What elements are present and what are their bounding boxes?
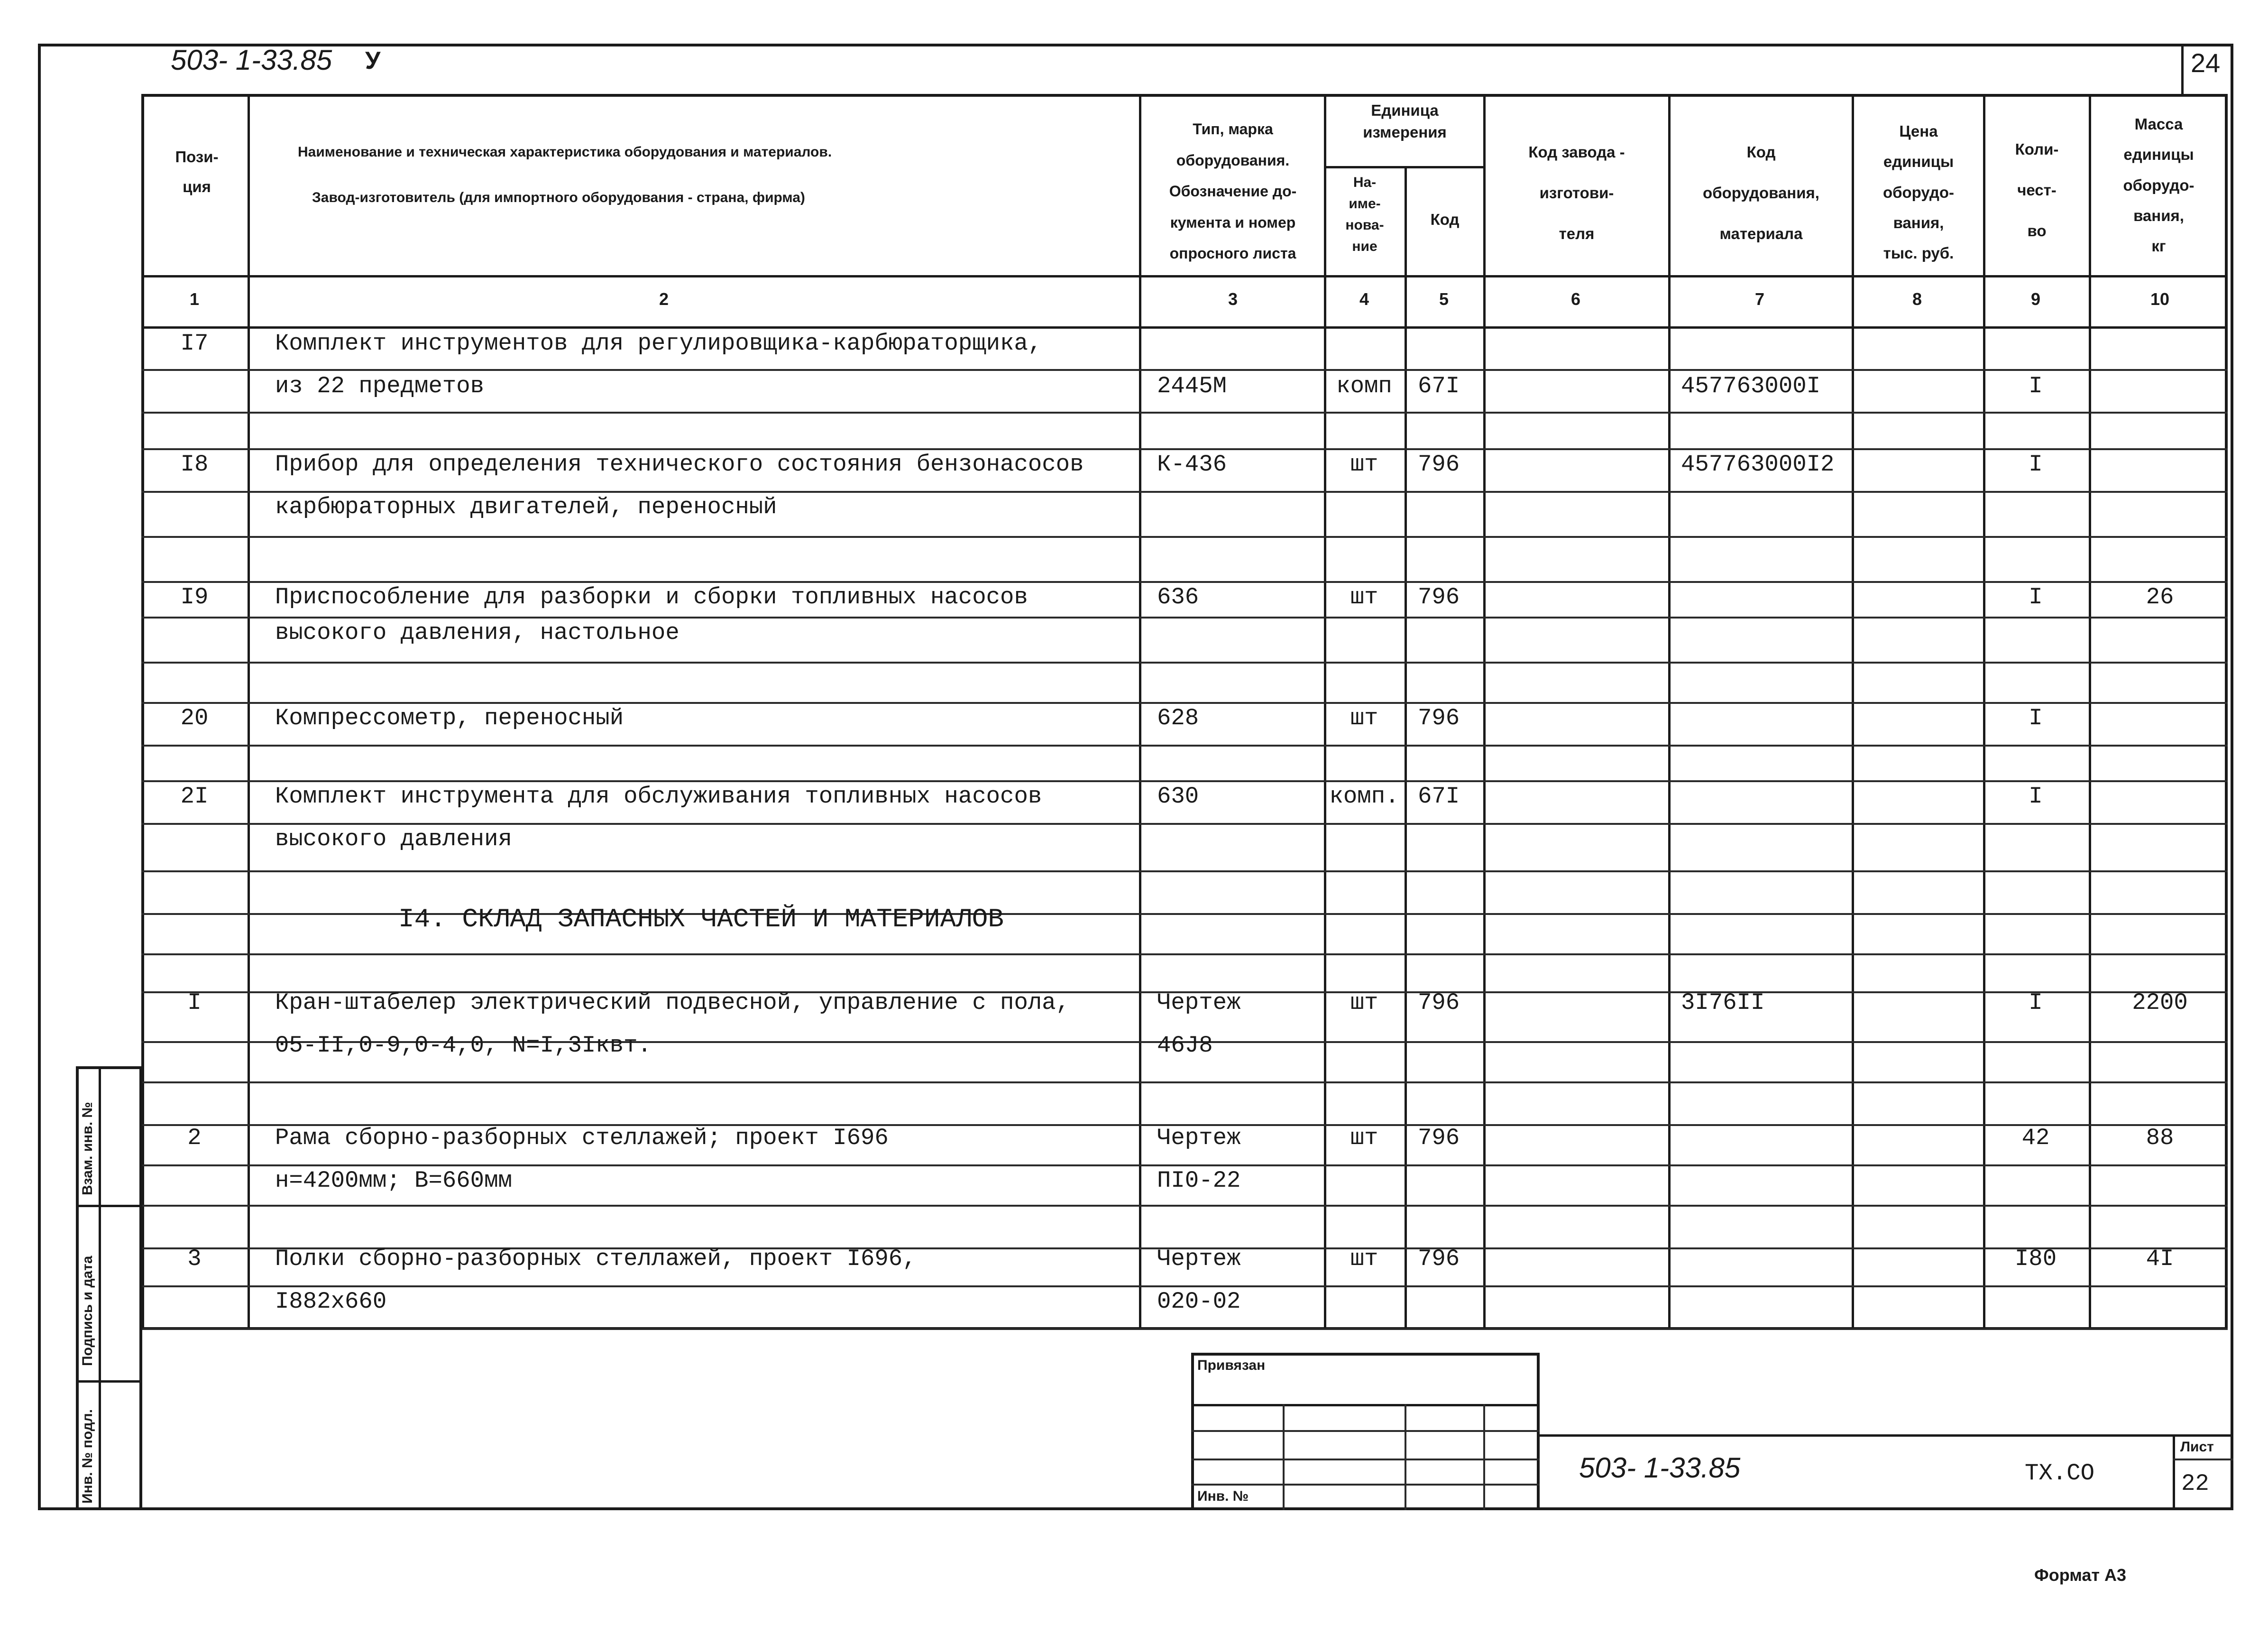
stamp-sheet-divider (2173, 1434, 2175, 1510)
table-cell-type: 636 (1157, 584, 1199, 610)
table-cell-unit: комп (1336, 373, 1392, 399)
row-divider (141, 953, 2228, 955)
stamp-main-top (1540, 1434, 2233, 1437)
format-label: Формат А3 (2034, 1565, 2127, 1585)
row-divider (141, 412, 2228, 414)
table-cell-type: Чертеж (1157, 1246, 1241, 1272)
table-cell-pos: 20 (180, 705, 209, 731)
unit-group-divider (1324, 166, 1483, 168)
row-divider (141, 581, 2228, 583)
table-cell-name: Комплект инструментов для регулировщика-карбюраторщика, (275, 330, 1042, 357)
stamp-line-1 (1191, 1404, 1540, 1406)
table-cell-name: карбюраторных двигателей, переносный (275, 494, 777, 520)
side-label-signature-date: Подпись и дата (80, 1256, 95, 1366)
table-cell-type: Чертеж (1157, 989, 1241, 1016)
stamp-sheet-number: 22 (2181, 1470, 2209, 1497)
header-bottom-line (141, 275, 2228, 277)
table-cell-unit: шт (1350, 451, 1378, 478)
table-cell-qty: I (2029, 989, 2043, 1016)
stamp-mark: ТХ.СО (2025, 1460, 2095, 1487)
row-divider (141, 491, 2228, 493)
table-cell-pos: I9 (180, 584, 209, 610)
table-cell-pos: I8 (180, 451, 209, 478)
table-cell-name: из 22 предметов (275, 373, 485, 399)
table-cell-unit: шт (1350, 705, 1378, 731)
table-cell-code: 796 (1418, 989, 1460, 1016)
header-col9: Коли- чест- во (2015, 140, 2059, 240)
table-cell-pos: 2I (180, 783, 209, 810)
table-cell-type: 2445М (1157, 373, 1227, 399)
table-cell-unit: комп. (1329, 783, 1399, 810)
table-cell-mass: 26 (2146, 584, 2174, 610)
column-number-6: 6 (1570, 289, 1581, 309)
row-divider (141, 1081, 2228, 1083)
table-cell-unit: шт (1350, 584, 1378, 610)
table-cell-code: 796 (1418, 584, 1460, 610)
column-number-3: 3 (1228, 289, 1238, 309)
table-cell-equip: 3I76II (1681, 989, 1765, 1016)
header-col2-line2: Завод-изготовитель (для импортного оборудования - страна, фирма) (312, 190, 805, 205)
stamp-sheet-label-line (2173, 1459, 2233, 1460)
stamp-bound-label: Привязан (1197, 1357, 1266, 1373)
table-cell-pos: I7 (180, 330, 209, 357)
table-cell-pos: 2 (187, 1125, 202, 1151)
table-cell-pos: 3 (187, 1246, 202, 1272)
header-col10: Масса единицы оборудо- вания, кг (2123, 115, 2195, 255)
table-cell-mass: 4I (2146, 1246, 2174, 1272)
table-cell-code: 67I (1418, 373, 1460, 399)
row-divider (141, 823, 2228, 825)
document-code-top: 503- 1-33.85 (171, 44, 332, 76)
row-divider (141, 536, 2228, 538)
table-cell-name: Прибор для определения технического состояния бензонасосов (275, 451, 1084, 478)
row-divider (141, 1285, 2228, 1287)
table-cell-type: 46J8 (1157, 1032, 1213, 1059)
col-line-2 (1139, 94, 1141, 1330)
column-number-1: 1 (189, 289, 200, 309)
header-col1: Пози- ция (175, 148, 219, 195)
row-divider (141, 1328, 2228, 1330)
side-label-inv-original: Инв. № подл. (80, 1409, 95, 1504)
row-divider (141, 780, 2228, 782)
table-cell-code: 796 (1418, 1246, 1460, 1272)
table-cell-qty: I (2029, 705, 2043, 731)
table-cell-name: Компрессометр, переносный (275, 705, 624, 731)
colnum-bottom-line (141, 326, 2228, 329)
table-cell-pos: I (187, 989, 202, 1016)
table-cell-name: I882x660 (275, 1288, 387, 1315)
header-unit-group: Единица измерения (1363, 102, 1447, 141)
table-cell-type: 630 (1157, 783, 1199, 810)
table-cell-unit: шт (1350, 989, 1378, 1016)
table-cell-type: Чертеж (1157, 1125, 1241, 1151)
column-number-10: 10 (2150, 289, 2170, 309)
header-col3: Тип, марка оборудования. Обозначение до- кумента и номер опросного листа (1169, 120, 1297, 262)
table-cell-name: высокого давления, настольное (275, 619, 679, 646)
stamp-vline-1 (1283, 1404, 1285, 1510)
table-cell-name: н=4200мм; В=660мм (275, 1167, 512, 1194)
table-cell-name: Приспособление для разборки и сборки топливных насосов (275, 584, 1028, 610)
table-cell-name: высокого давления (275, 826, 512, 852)
document-code-suffix: У (365, 47, 381, 74)
stamp-sheet-label: Лист (2180, 1439, 2214, 1455)
table-cell-type: К-436 (1157, 451, 1227, 478)
table-cell-unit: шт (1350, 1125, 1378, 1151)
stamp-inv-label: Инв. № (1197, 1488, 1249, 1504)
col-line-6 (1668, 94, 1671, 1330)
table-cell-equip: 457763000I2 (1681, 451, 1835, 478)
stamp-vline-2 (1405, 1404, 1406, 1510)
row-divider (141, 448, 2228, 450)
stamp-line-3 (1191, 1459, 1540, 1460)
table-cell-name: Полки сборно-разборных стеллажей, проект I696, (275, 1246, 917, 1272)
col-line-4 (1405, 168, 1407, 1330)
side-stamp-line-1 (76, 1205, 142, 1207)
table-cell-name: Кран-штабелер электрический подвесной, управление с пола, (275, 989, 1070, 1016)
stamp-line-2 (1191, 1430, 1540, 1432)
table-cell-mass: 88 (2146, 1125, 2174, 1151)
table-cell-code: 796 (1418, 451, 1460, 478)
column-number-2: 2 (659, 289, 669, 309)
row-divider (141, 369, 2228, 371)
table-cell-type: 628 (1157, 705, 1199, 731)
col-line-5 (1483, 94, 1486, 1330)
side-label-replace-inv: Взам. инв. № (80, 1102, 95, 1195)
row-divider (141, 617, 2228, 619)
table-cell-equip: 457763000I (1681, 373, 1821, 399)
page-number-divider (2181, 44, 2184, 96)
table-cell-qty: I (2029, 584, 2043, 610)
column-number-4: 4 (1359, 289, 1369, 309)
table-cell-qty: I80 (2014, 1246, 2057, 1272)
header-col5: Код (1430, 211, 1460, 228)
row-divider (141, 1164, 2228, 1166)
table-cell-name: Рама сборно-разборных стеллажей; проект I696 (275, 1125, 889, 1151)
table-cell-qty: 42 (2021, 1125, 2050, 1151)
header-col7: Код оборудования, материала (1703, 143, 1819, 242)
stamp-vline-3 (1483, 1404, 1485, 1510)
row-divider (141, 662, 2228, 664)
side-stamp-line-2 (76, 1380, 142, 1383)
header-col4: На- име- нова- ние (1345, 175, 1384, 254)
table-cell-name: I4. СКЛАД ЗАПАСНЫХ ЧАСТЕЙ И МАТЕРИАЛОВ (398, 904, 1004, 934)
table-cell-code: 67I (1418, 783, 1460, 810)
header-col8: Цена единицы оборудо- вания, тыс. руб. (1882, 122, 1955, 262)
row-divider (141, 1205, 2228, 1207)
table-cell-name: Комплект инструмента для обслуживания топливных насосов (275, 783, 1042, 810)
header-col6: Код завода - изготови- теля (1528, 143, 1625, 242)
col-line-7 (1852, 94, 1854, 1330)
table-cell-qty: I (2029, 783, 2043, 810)
row-divider (141, 745, 2228, 747)
column-number-8: 8 (1912, 289, 1922, 309)
column-number-7: 7 (1754, 289, 1765, 309)
row-divider (141, 702, 2228, 704)
table-cell-type: ПI0-22 (1157, 1167, 1241, 1194)
table-cell-name: 05-II,0-9,0-4,0, N=I,3Iквт. (275, 1032, 652, 1059)
stamp-doc-code: 503- 1-33.85 (1579, 1452, 1741, 1484)
side-stamp-divider (99, 1066, 101, 1510)
stamp-line-4 (1191, 1484, 1540, 1486)
table-cell-qty: I (2029, 451, 2043, 478)
column-number-5: 5 (1439, 289, 1449, 309)
table-cell-qty: I (2029, 373, 2043, 399)
table-cell-code: 796 (1418, 705, 1460, 731)
column-number-9: 9 (2030, 289, 2041, 309)
table-cell-type: 020-02 (1157, 1288, 1241, 1315)
row-divider (141, 870, 2228, 872)
table-cell-unit: шт (1350, 1246, 1378, 1272)
header-col2-line1: Наименование и техническая характеристика оборудования и материалов. (298, 144, 832, 160)
table-cell-mass: 2200 (2132, 989, 2188, 1016)
page-number-top: 24 (2191, 48, 2221, 78)
table-cell-code: 796 (1418, 1125, 1460, 1151)
